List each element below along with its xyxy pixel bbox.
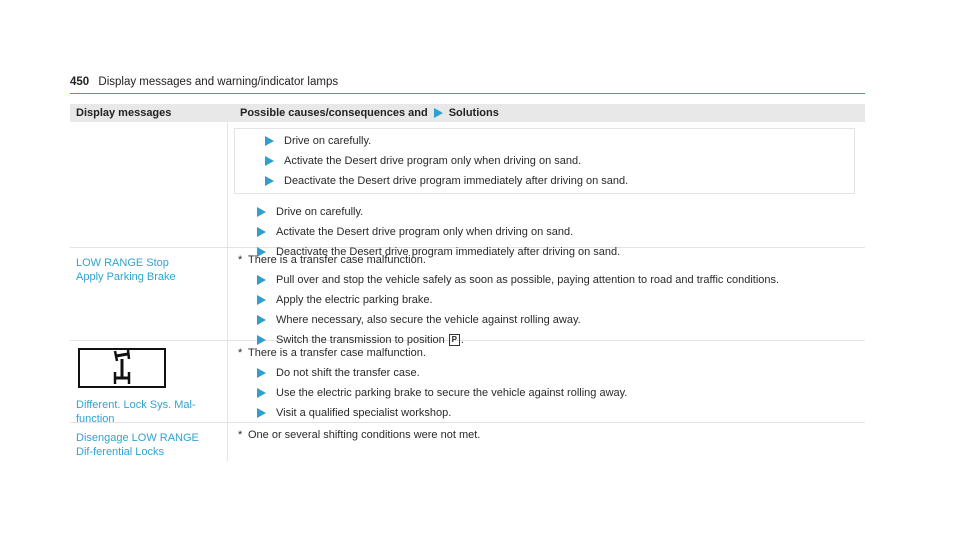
step-arrow-icon: [265, 176, 274, 186]
solution-step: Where necessary, also secure the vehicle against rolling away.: [234, 310, 865, 330]
solution-step: Pull over and stop the vehicle safely as soon as possible, paying attention to road and traffic conditions.: [234, 270, 865, 290]
solutions-cell: [228, 122, 865, 258]
display-message: Disengage LOW RANGE Dif-ferential Locks: [76, 432, 199, 458]
step-arrow-icon: [257, 388, 266, 398]
message-cell: [70, 423, 228, 461]
cause-line: * One or several shifting conditions were not met.: [238, 429, 481, 441]
cause-line: * There is a transfer case malfunction.: [238, 347, 426, 359]
step-arrow-icon: [265, 136, 274, 146]
solution-step: Drive on carefully.: [235, 131, 854, 151]
message-cell: [70, 248, 228, 340]
header-solutions-label: Solutions: [448, 107, 499, 119]
table-header: [70, 104, 865, 122]
solution-step: Visit a qualified specialist workshop.: [234, 403, 865, 423]
axle-icon: [80, 350, 164, 386]
solution-arrow-icon: [434, 108, 443, 118]
solution-step: Apply the electric parking brake.: [234, 290, 865, 310]
table-row: [70, 248, 865, 346]
messages-table: [70, 104, 865, 461]
park-position-icon: P: [449, 334, 460, 346]
differential-lock-icon: [78, 348, 166, 388]
solution-step: Activate the Desert drive program only when driving on sand.: [235, 151, 854, 171]
step-arrow-icon: [265, 156, 274, 166]
display-message: LOW RANGE Stop Apply Parking Brake: [76, 257, 176, 283]
solutions-cell: [228, 248, 865, 346]
step-arrow-icon: [257, 368, 266, 378]
cause-line: * There is a transfer case malfunction.: [238, 254, 426, 266]
solution-step: Do not shift the transfer case.: [234, 363, 865, 383]
table-row: [70, 122, 865, 258]
solution-step: Use the electric parking brake to secure the vehicle against rolling away.: [234, 383, 865, 403]
header-causes-solutions: [234, 104, 865, 122]
solution-step: Deactivate the Desert drive program immediately after driving on sand.: [235, 171, 854, 191]
inner-solutions-box: [234, 128, 855, 194]
solutions-cell: [228, 423, 865, 461]
page-number: 450: [70, 76, 90, 88]
display-message: Different. Lock Sys. Mal-function: [76, 399, 196, 425]
header-display-messages: Display messages: [76, 107, 172, 119]
step-arrow-icon: [257, 227, 266, 237]
solution-step: Switch the transmission to position P .: [234, 330, 865, 350]
page-header: [70, 76, 338, 88]
message-cell: [70, 341, 228, 425]
table-row: [70, 341, 865, 423]
solution-step: Deactivate the Desert drive program immediately after driving on sand.: [234, 242, 865, 262]
header-rule: [70, 93, 865, 94]
header-causes-label: Possible causes/consequences and: [240, 107, 428, 119]
step-arrow-icon: [257, 207, 266, 217]
page-title: Display messages and warning/indicator lamps: [98, 76, 339, 88]
solutions-cell: [228, 341, 865, 422]
message-cell: [70, 122, 228, 247]
solution-step: Activate the Desert drive program only when driving on sand.: [234, 222, 865, 242]
table-row: [70, 423, 865, 461]
step-arrow-icon: [257, 408, 266, 418]
step-arrow-icon: [257, 275, 266, 285]
step-arrow-icon: [257, 315, 266, 325]
solution-step: Drive on carefully.: [234, 202, 865, 222]
step-arrow-icon: [257, 295, 266, 305]
